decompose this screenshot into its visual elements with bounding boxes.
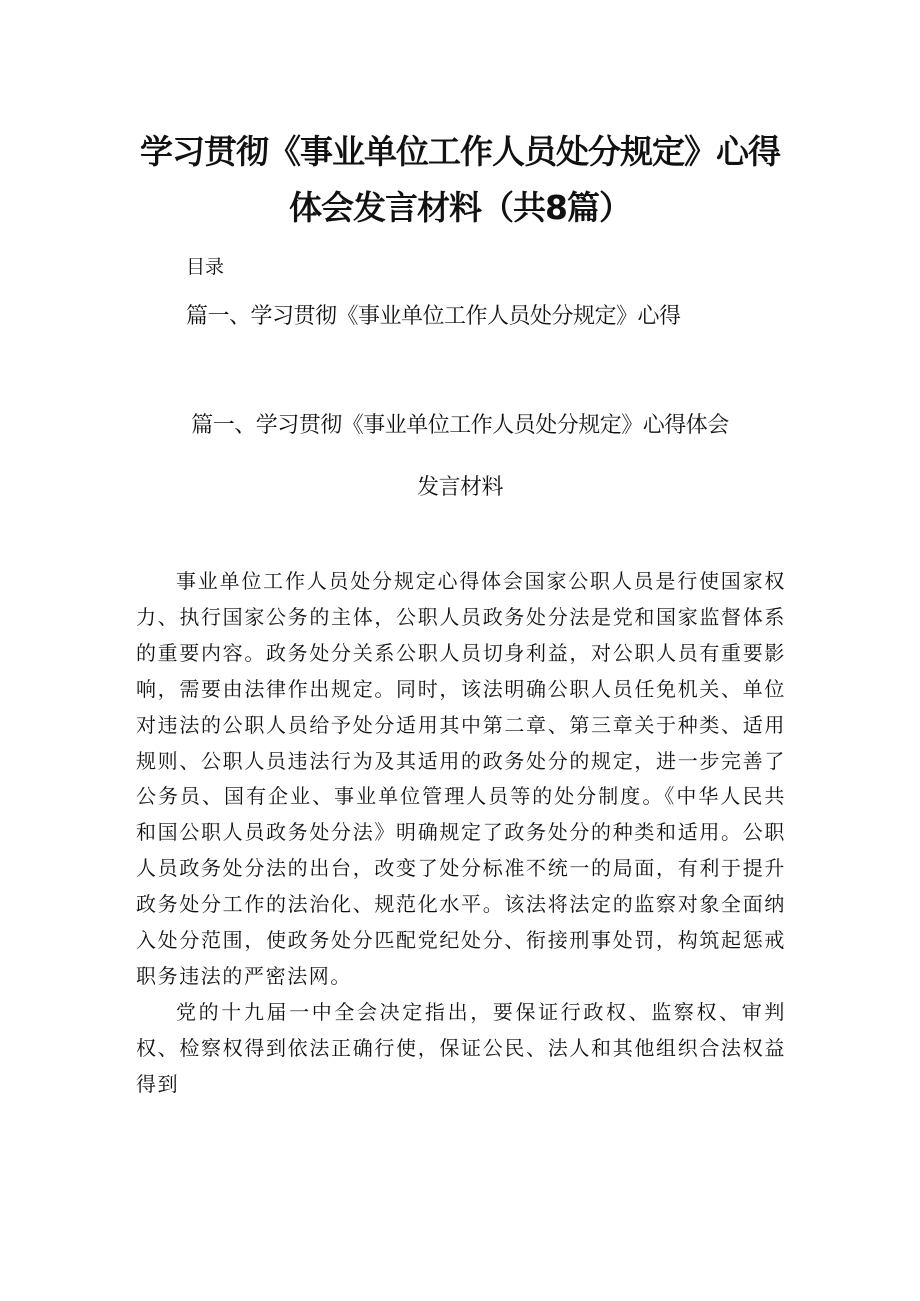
toc-entry[interactable]: 篇一、学习贯彻《事业单位工作人员处分规定》心得 [186,304,681,329]
document-title-line-2: 体会发言材料（共8篇） [289,188,631,227]
section-heading-line-2: 发言材料 [416,475,503,500]
body-paragraph: 党的十九届一中全会决定指出，要保证行政权、监察权、审判权、检察权得到依法正确行使，保证公民、法人和其他组织合法权益得到 [136,999,786,1096]
section-heading [120,395,800,519]
document-title [120,124,800,236]
section-heading-line-1: 篇一、学习贯彻《事业单位工作人员处分规定》心得体会 [191,413,729,438]
body-text [136,564,786,1103]
toc-label: 目录 [186,256,225,278]
body-paragraph: 事业单位工作人员处分规定心得体会国家公职人员是行使国家权力、执行国家公务的主体，公职人员政务处分法是党和国家监督体系的重要内容。政务处分关系公职人员切身利益，对公职人员有重要影响，需要由法律作出规定。同时，该法明确公职人员任免机关、单位对违法的公职人员给予处分适用其中第二章、第三章关于种类、适用规则、公职人员违法行为及其适用的政务处分的规定，进一步完善了公务员、国有企业、事业单位管理人员等的处分制度。《中华人民共和国公职人员政务处分法》明确规定了政务处分的种类和适用。公职人员政务处分法的出台，改变了处分标准不统一的局面，有利于提升政务处分工作的法治化、规范化水平。该法将法定的监察对象全面纳入处分范围，使政务处分匹配党纪处分、衔接刑事处罚，构筑起惩戒职务违法的严密法网。 [136,569,786,988]
document-title-line-1: 学习贯彻《事业单位工作人员处分规定》心得 [140,132,780,171]
